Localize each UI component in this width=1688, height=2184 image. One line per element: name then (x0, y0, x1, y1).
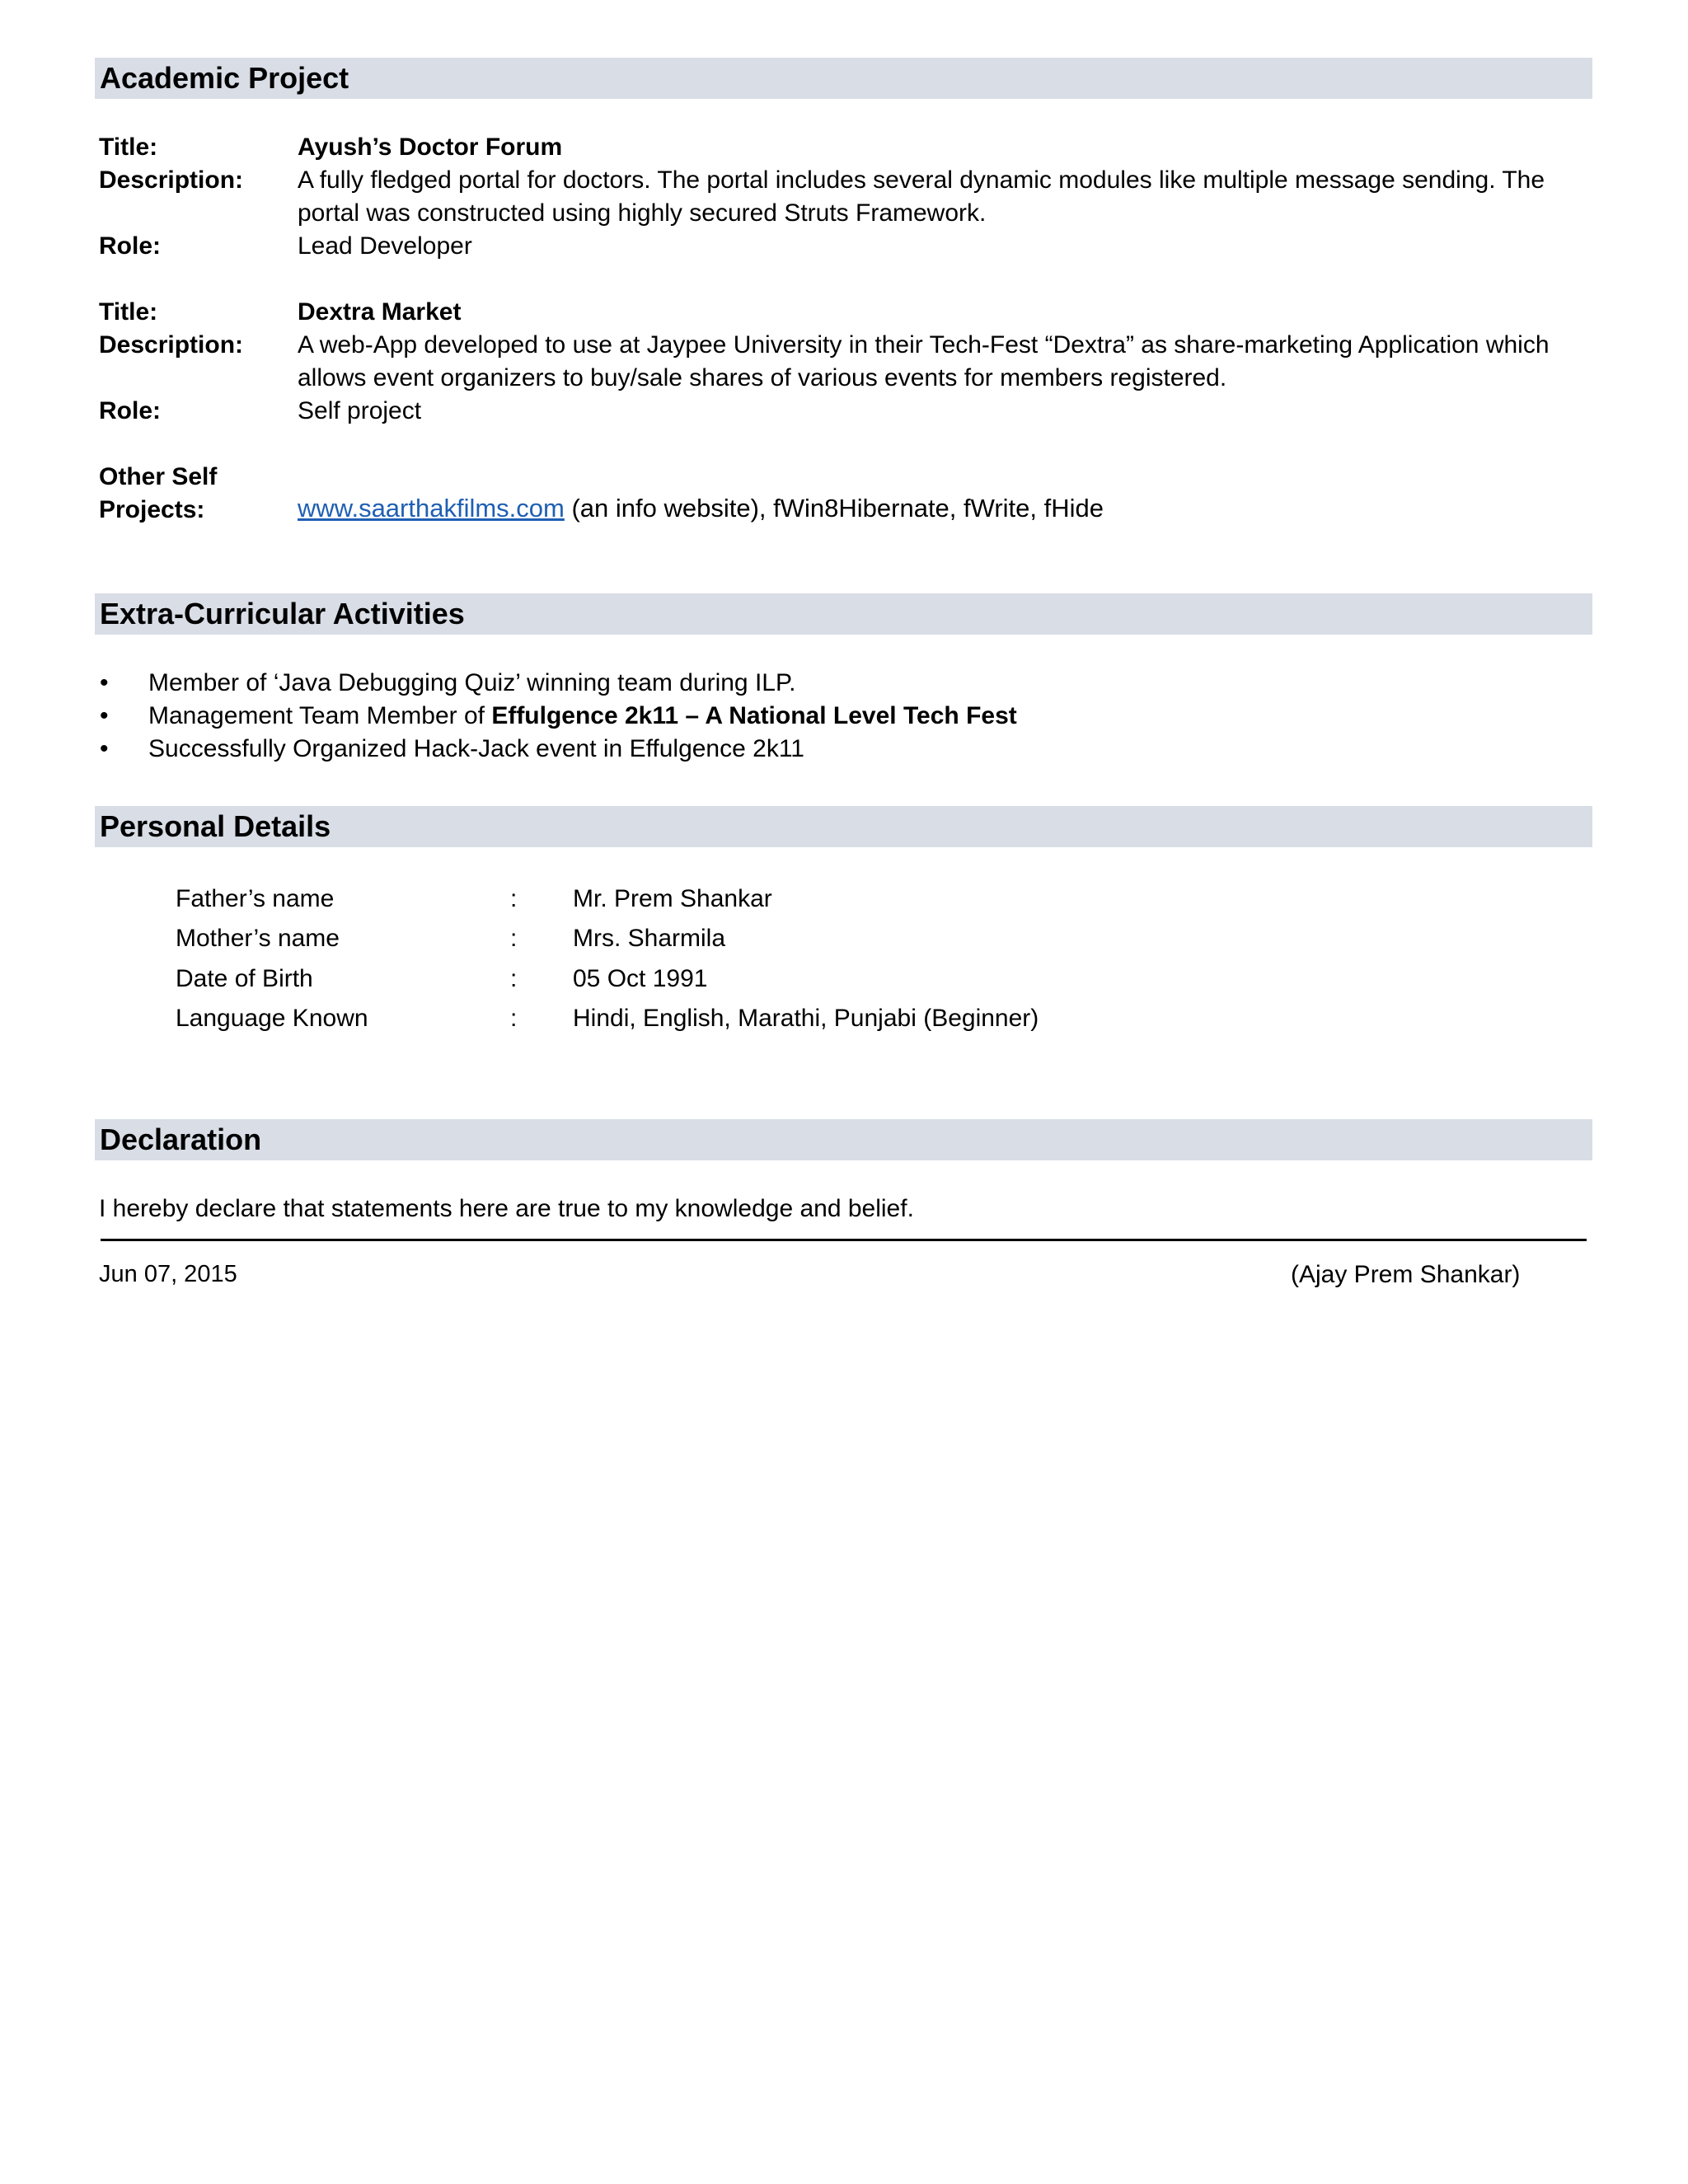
personal-detail-key: Father’s name (176, 885, 335, 912)
personal-detail-key: Mother’s name (176, 925, 340, 952)
activity-item-3: Successfully Organized Hack-Jack event in Effulgence 2k11 (148, 735, 804, 762)
project-1-title: Ayush’s Doctor Forum (298, 134, 563, 161)
personal-detail-value: 05 Oct 1991 (573, 965, 708, 992)
personal-detail-colon: : (510, 925, 518, 952)
project-2-description-line-2: allows event organizers to buy/sale shares of various events for members registered. (298, 364, 1227, 391)
project-2-role: Self project (298, 397, 422, 424)
signature-divider (101, 1239, 1587, 1241)
activity-item-2 (148, 702, 1017, 730)
activity-item-2-prefix: Management Team Member of (148, 702, 492, 729)
section-heading-declaration: Declaration (95, 1119, 1592, 1160)
project-1-description-line-1: A fully fledged portal for doctors. The portal includes several dynamic modules like multiple message sending. The (298, 166, 1545, 194)
declaration-signature-name: (Ajay Prem Shankar) (1291, 1261, 1521, 1288)
project-2-description-label: Description: (99, 331, 244, 359)
section-heading-personal-details: Personal Details (95, 806, 1592, 847)
project-2-title: Dextra Market (298, 298, 462, 326)
activity-item-1: Member of ‘Java Debugging Quiz’ winning team during ILP. (148, 669, 796, 696)
declaration-text: I hereby declare that statements here are true to my knowledge and belief. (99, 1195, 914, 1222)
other-projects-list (298, 494, 1104, 523)
project-2-description-line-1: A web-App developed to use at Jaypee University in their Tech-Fest “Dextra” as share-marketing Application which (298, 331, 1550, 359)
personal-detail-colon: : (510, 885, 518, 912)
saarthakfilms-link[interactable]: www.saarthakfilms.com (298, 494, 565, 523)
personal-detail-value: Hindi, English, Marathi, Punjabi (Beginner) (573, 1005, 1039, 1032)
personal-detail-value: Mr. Prem Shankar (573, 885, 772, 912)
project-2-title-label: Title: (99, 298, 158, 326)
declaration-date: Jun 07, 2015 (99, 1261, 237, 1287)
personal-detail-key: Date of Birth (176, 965, 313, 992)
personal-detail-colon: : (510, 1005, 518, 1032)
section-heading-extra-curricular: Extra-Curricular Activities (95, 593, 1592, 635)
project-1-role: Lead Developer (298, 232, 472, 260)
project-2-role-label: Role: (99, 397, 161, 424)
activity-item-2-bold: Effulgence 2k11 – A National Level Tech Fest (491, 702, 1017, 729)
section-heading-academic-project: Academic Project (95, 58, 1592, 99)
personal-detail-key: Language Known (176, 1005, 368, 1032)
other-projects-rest: (an info website), fWin8Hibernate, fWrite, fHide (564, 494, 1104, 523)
bullet-icon: • (100, 735, 109, 762)
project-1-title-label: Title: (99, 134, 158, 161)
other-projects-label-line-2: Projects: (99, 496, 205, 523)
personal-detail-value: Mrs. Sharmila (573, 925, 726, 952)
bullet-icon: • (100, 669, 109, 696)
personal-detail-colon: : (510, 965, 518, 992)
project-1-description-line-2: portal was constructed using highly secured Struts Framework. (298, 199, 987, 227)
bullet-icon: • (100, 702, 109, 729)
other-projects-label-line-1: Other Self (99, 463, 218, 490)
project-1-description-label: Description: (99, 166, 244, 194)
project-1-role-label: Role: (99, 232, 161, 260)
